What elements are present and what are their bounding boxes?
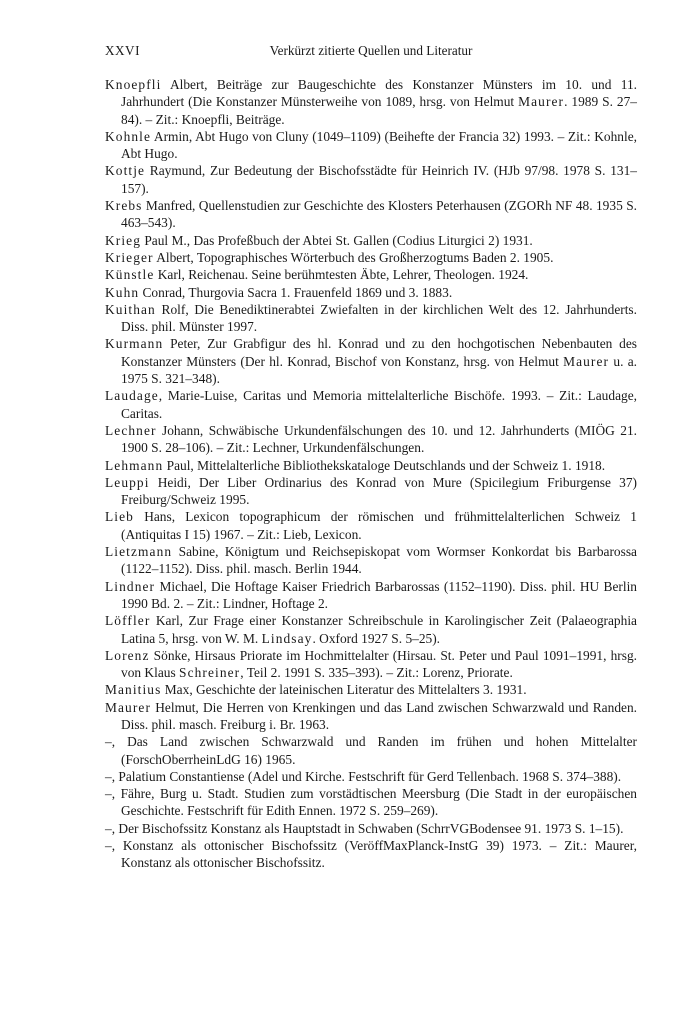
- bibliography-entry: [105, 232, 637, 249]
- entry-author: Maurer: [105, 699, 152, 715]
- entry-author: Kuhn: [105, 284, 140, 300]
- bibliography-entry: [105, 647, 637, 682]
- entry-text: Der Bischofssitz Konstanz als Hauptstadt in Schwaben (SchrrVGBodensee 91. 1973 S. 1–15).: [115, 820, 624, 836]
- entry-text: Rolf, Die Benediktinerabtei Zwiefalten in der kirchlichen Welt des 12. Jahrhunderts. Diss. phil. Münster 1997.: [121, 301, 637, 335]
- entry-author: Laudage: [105, 388, 159, 404]
- entry-author: Kohnle: [105, 128, 152, 144]
- bibliography-entry: [105, 457, 637, 474]
- entry-author: Kottje: [105, 163, 146, 179]
- entry-author: –,: [105, 734, 116, 750]
- entry-author: Lehmann: [105, 457, 164, 473]
- bibliography-entry: [105, 837, 637, 872]
- entry-text: Armin, Abt Hugo von Cluny (1049–1109) (Beihefte der Francia 32) 1993. – Zit.: Kohnle, Abt Hugo.: [121, 128, 637, 162]
- bibliography-entry: [105, 128, 637, 163]
- bibliography-entry: [105, 768, 637, 785]
- entry-editor: Schreiner: [179, 665, 241, 681]
- entry-text-tail: u. a. 1975 S. 321–348).: [121, 353, 637, 387]
- entry-editor: Lindsay: [261, 630, 313, 646]
- bibliography-entry: [105, 681, 637, 698]
- entry-author: Krieg: [105, 232, 141, 248]
- entry-author: Löffler: [105, 613, 151, 629]
- bibliography-entry: [105, 162, 637, 197]
- bibliography-entry: [105, 699, 637, 734]
- entry-author: Lindner: [105, 578, 156, 594]
- entry-text: Albert, Topographisches Wörterbuch des Großherzogtums Baden 2. 1905.: [153, 249, 554, 265]
- entry-author: Künstle: [105, 267, 155, 283]
- entry-author: –,: [105, 838, 116, 854]
- entry-text: Fähre, Burg u. Stadt. Studien zum vorstädtischen Meersburg (Die Stadt in der europäischen Geschichte. Festschrift für Edith Ennen. 1972 S. 259–269).: [115, 786, 637, 819]
- entry-text: , Marie-Luise, Caritas und Memoria mittelalterliche Bischöfe. 1993. – Zit.: Laudage, Caritas.: [121, 388, 637, 421]
- bibliography-entry: [105, 578, 637, 613]
- bibliography-entry: [105, 387, 637, 422]
- entry-text: Das Land zwischen Schwarzwald und Randen im frühen und hohen Mittelalter (ForschOberrheinLdG 16) 1965.: [115, 734, 637, 767]
- entry-author: Manitius: [105, 682, 162, 698]
- entry-author: Lorenz: [105, 647, 150, 663]
- entry-text: Raymund, Zur Bedeutung der Bischofsstädte für Heinrich IV. (HJb 97/98. 1978 S. 131–157).: [121, 163, 637, 196]
- entry-text: Paul M., Das Profeßbuch der Abtei St. Gallen (Codius Liturgici 2) 1931.: [141, 232, 533, 248]
- entry-text: Palatium Constantiense (Adel und Kirche. Festschrift für Gerd Tellenbach. 1968 S. 374–388).: [115, 768, 622, 784]
- entry-text: Sabine, Königtum und Reichsepiskopat vom Wormser Konkordat bis Barbarossa (1122–1152). Diss. phil. masch. Berlin 1944.: [121, 544, 637, 577]
- bibliography-entry: [105, 197, 637, 232]
- entry-text: Conrad, Thurgovia Sacra 1. Frauenfeld 1869 und 3. 1883.: [139, 284, 453, 300]
- entry-text: Karl, Zur Frage einer Konstanzer Schreibschule in Karolingischer Zeit (Palaeographia Latina 5, hrsg. von W. M.: [121, 613, 637, 646]
- entry-text: Johann, Schwäbische Urkundenfälschungen des 10. und 12. Jahrhunderts (MIÖG 21. 1900 S. 28–106). – Zit.: Lechner, Urkundenfälschungen.: [121, 422, 637, 456]
- entry-author: Krebs: [105, 198, 143, 214]
- bibliography-entry: [105, 284, 637, 301]
- bibliography-entry: [105, 76, 637, 128]
- entry-author: Knoepfli: [105, 77, 162, 92]
- entry-text: Helmut, Die Herren von Krenkingen und das Land zwischen Schwarzwald und Randen. Diss. phil. masch. Freiburg i. Br. 1963.: [121, 699, 637, 732]
- entry-text: Peter, Zur Grabfigur des hl. Konrad und zu den hochgotischen Nebenbauten des Konstanzer Münsters (Der hl. Konrad, Bischof von Konstanz, hrsg. von Helmut: [121, 336, 637, 369]
- bibliography-entry: [105, 301, 637, 336]
- entry-author: Kuithan: [105, 301, 156, 317]
- entry-text-tail: , Teil 2. 1991 S. 335–393). – Zit.: Lorenz, Priorate.: [240, 665, 513, 681]
- entry-text: Max, Geschichte der lateinischen Literatur des Mittelalters 3. 1931.: [161, 682, 527, 698]
- bibliography-entry: [105, 249, 637, 266]
- page-number: XXVI: [105, 43, 140, 58]
- bibliography-entry: [105, 543, 637, 578]
- bibliography-entry: [105, 820, 637, 837]
- running-title: Verkürzt zitierte Quellen und Literatur: [269, 43, 473, 58]
- entry-text: Michael, Die Hoftage Kaiser Friedrich Barbarossas (1152–1190). Diss. phil. HU Berlin 1990 Bd. 2. – Zit.: Lindner, Hoftage 2.: [121, 578, 637, 611]
- entry-author: Leuppi: [105, 474, 150, 490]
- entry-text: Albert, Beiträge zur Baugeschichte des Konstanzer Münsters im 10. und 11. Jahrhundert (Die Konstanzer Münsterweihe von 1089, hrsg. von Helmut: [121, 77, 637, 110]
- entry-text: Hans, Lexicon topographicum der römischen und frühmittelalterlichen Schweiz 1 (Antiquitas I 15) 1967. – Zit.: Lieb, Lexicon.: [121, 509, 637, 542]
- bibliography-entry: [105, 733, 637, 768]
- entry-author: –,: [105, 820, 116, 836]
- bibliography-entry: [105, 422, 637, 457]
- entry-text: Paul, Mittelalterliche Bibliothekskataloge Deutschlands und der Schweiz 1. 1918.: [163, 457, 606, 473]
- entry-author: Kurmann: [105, 336, 164, 352]
- entry-text-tail: . Oxford 1927 S. 5–25).: [312, 630, 441, 646]
- page-header: [105, 43, 637, 63]
- entry-author: –,: [105, 768, 116, 784]
- entry-text: Manfred, Quellenstudien zur Geschichte des Klosters Peterhausen (ZGORh NF 48. 1935 S. 463–543).: [121, 198, 637, 231]
- entry-text-tail: . 1989 S. 27–84). – Zit.: Knoepfli, Beiträge.: [121, 94, 637, 127]
- entry-author: –,: [105, 786, 116, 802]
- entry-text: Karl, Reichenau. Seine berühmtesten Äbte, Lehrer, Theologen. 1924.: [154, 267, 529, 283]
- entry-author: Lechner: [105, 422, 157, 438]
- entry-editor: Maurer: [518, 94, 565, 110]
- bibliography-entry: [105, 508, 637, 543]
- entry-author: Lietzmann: [105, 544, 173, 560]
- entry-author: Lieb: [105, 509, 134, 525]
- entry-author: Krieger: [105, 249, 154, 265]
- entry-text: Heidi, Der Liber Ordinarius des Konrad von Mure (Spicilegium Friburgense 37) Freiburg/Schweiz 1995.: [121, 474, 637, 508]
- bibliography-entry: [105, 266, 637, 283]
- entry-text: Sönke, Hirsaus Priorate im Hochmittelalter (Hirsau. St. Peter und Paul 1091–1991, hrsg. von Klaus: [121, 647, 637, 681]
- bibliography-entry: [105, 474, 637, 509]
- bibliography-entry: [105, 785, 637, 820]
- entry-editor: Maurer: [563, 353, 610, 369]
- bibliography-entry: [105, 612, 637, 647]
- entry-text: Konstanz als ottonischer Bischofssitz (VeröffMaxPlanck-InstG 39) 1973. – Zit.: Maurer, Konstanz als ottonischer Bischofssitz.: [115, 838, 637, 871]
- bibliography-entry: [105, 335, 637, 387]
- bibliography-list: [105, 76, 637, 872]
